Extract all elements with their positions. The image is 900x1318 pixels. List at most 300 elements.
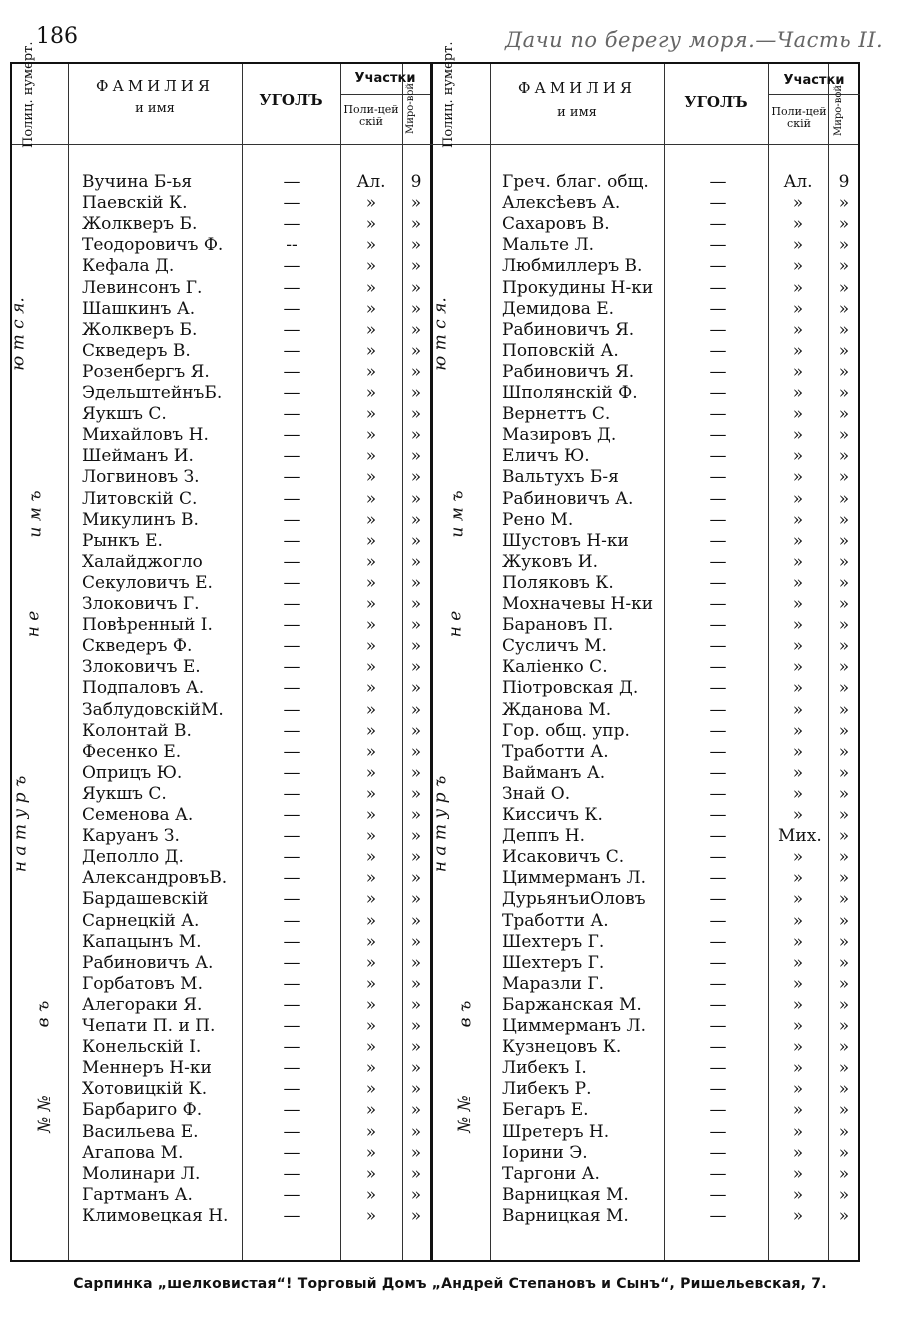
corner-value: — — [283, 910, 301, 931]
resident-name: Циммерманъ Л. — [502, 868, 647, 889]
side-letter-right: н е — [445, 610, 466, 638]
list-item — [12, 889, 860, 910]
police-district-value: » — [365, 235, 377, 256]
resident-name: Деппъ Н. — [502, 826, 585, 847]
resident-name: Колонтай В. — [82, 720, 192, 741]
corner-value: — — [709, 889, 727, 910]
peace-district-value: » — [838, 256, 850, 277]
peace-district-value: » — [410, 636, 422, 657]
peace-district-value: » — [838, 826, 850, 847]
peace-district-value: » — [410, 1205, 422, 1226]
list-item — [12, 425, 860, 446]
resident-name: Варницкая М. — [502, 1205, 629, 1226]
peace-district-value: » — [410, 256, 422, 277]
resident-name: Іорини Э. — [502, 1142, 588, 1163]
peace-district-value: » — [838, 1058, 850, 1079]
list-item — [12, 826, 860, 847]
resident-name: Литовскій С. — [82, 488, 198, 509]
resident-name: Киссичъ К. — [502, 805, 603, 825]
police-district-value: » — [365, 615, 377, 636]
peace-district-value: » — [410, 931, 422, 952]
police-district-value: » — [792, 404, 804, 425]
corner-value: — — [709, 1100, 727, 1121]
resident-name: Бардашевскій — [82, 889, 209, 910]
police-district-value: » — [365, 1205, 377, 1226]
corner-value: — — [283, 172, 301, 192]
peace-district-value: » — [410, 1184, 422, 1205]
resident-name: Яукшъ С. — [82, 783, 167, 804]
police-district-value: » — [365, 720, 377, 741]
resident-name: Паевскій К. — [82, 193, 188, 214]
peace-district-value: » — [410, 1037, 422, 1058]
police-district-value: » — [792, 425, 804, 446]
corner-value: — — [709, 594, 727, 614]
list-item — [12, 214, 860, 235]
police-district-value: » — [792, 214, 804, 235]
corner-value: — — [283, 214, 301, 235]
corner-value: — — [283, 973, 301, 994]
police-district-value: » — [792, 319, 804, 340]
peace-district-value: » — [410, 615, 422, 636]
police-district-value: » — [365, 741, 377, 762]
police-district-value: » — [792, 530, 804, 551]
police-district-value: » — [365, 298, 377, 319]
police-district-value: » — [792, 1016, 804, 1036]
corner-value: — — [709, 973, 727, 994]
peace-district-value: » — [838, 1079, 850, 1100]
peace-district-value: » — [410, 193, 422, 214]
corner-value: — — [709, 910, 727, 931]
peace-district-value: » — [410, 446, 422, 467]
list-item — [12, 256, 860, 277]
peace-district-value: » — [838, 1205, 850, 1226]
resident-name: Теодоровичъ Ф. — [82, 235, 224, 256]
corner-value: — — [709, 214, 727, 235]
resident-name: Жданова М. — [502, 699, 612, 720]
corner-value: — — [709, 720, 727, 741]
side-letter: ю т с я. — [8, 297, 29, 371]
corner-value: — — [709, 678, 727, 699]
resident-name: Вернеттъ С. — [502, 404, 611, 425]
police-district-value: » — [365, 319, 377, 340]
side-letter: № № — [34, 1095, 55, 1133]
header-police-number: Полиц. нумерт. — [21, 41, 36, 148]
resident-name: Фесенко Е. — [82, 741, 182, 762]
police-district-value: » — [365, 699, 377, 720]
police-district-value: » — [792, 720, 804, 741]
peace-district-value: » — [410, 340, 422, 361]
list-item — [12, 341, 860, 362]
resident-name: Подпаловъ А. — [82, 678, 205, 699]
corner-value: — — [283, 467, 301, 488]
corner-value: — — [283, 340, 301, 361]
resident-name: ДурьянъиОловъ — [502, 889, 646, 910]
police-district-value: » — [792, 446, 804, 467]
police-district-value: » — [792, 193, 804, 214]
corner-value: — — [283, 551, 301, 572]
peace-district-value: » — [410, 572, 422, 593]
header-corner-right: УГОЛЪ — [684, 93, 748, 111]
corner-value: — — [709, 467, 727, 488]
peace-district-value: » — [410, 1121, 422, 1142]
corner-value: — — [283, 699, 301, 720]
resident-name: Агапова М. — [82, 1142, 184, 1163]
list-item — [12, 868, 860, 889]
peace-district-value: » — [410, 805, 422, 825]
peace-district-value: » — [838, 446, 850, 467]
page-number: 186 — [36, 24, 78, 49]
corner-value: — — [283, 425, 301, 446]
corner-value: — — [283, 994, 301, 1015]
resident-name: Шустовъ Н-ки — [502, 530, 629, 551]
header-name-title-right: ФАМИЛИЯ — [518, 79, 636, 97]
police-district-value: » — [365, 1016, 377, 1036]
police-district-value: » — [365, 1037, 377, 1058]
peace-district-value: » — [838, 594, 850, 614]
resident-name: Либекъ І. — [502, 1058, 587, 1079]
police-district-value: » — [365, 509, 377, 530]
corner-value: — — [709, 530, 727, 551]
corner-value: — — [283, 615, 301, 636]
corner-value: — — [709, 172, 727, 192]
resident-name: Шашкинъ А. — [82, 298, 196, 319]
resident-name: Шполянскій Ф. — [502, 383, 638, 403]
peace-district-value: » — [410, 952, 422, 973]
resident-name: Сарнецкій А. — [82, 910, 200, 931]
peace-district-value: » — [410, 530, 422, 551]
peace-district-value: » — [838, 762, 850, 783]
corner-value: -- — [286, 235, 298, 256]
police-district-value: » — [365, 657, 377, 678]
peace-district-value: » — [410, 783, 422, 804]
side-letter-right: н а т у р ъ — [430, 775, 451, 873]
resident-name: Кефала Д. — [82, 256, 175, 277]
resident-name: Злоковичъ Е. — [82, 657, 201, 678]
resident-name: Таргони А. — [502, 1163, 600, 1184]
corner-value: — — [709, 1037, 727, 1058]
peace-district-value: » — [410, 762, 422, 783]
police-district-value: » — [792, 572, 804, 593]
resident-name: Гартманъ А. — [82, 1184, 193, 1205]
police-district-value: » — [365, 973, 377, 994]
police-district-value: » — [792, 847, 804, 868]
police-district-value: » — [792, 509, 804, 530]
list-item — [12, 193, 860, 214]
peace-district-value: » — [838, 636, 850, 657]
resident-name: Капацынъ М. — [82, 931, 202, 952]
side-letter-right: № № — [454, 1095, 475, 1133]
corner-value: — — [283, 783, 301, 804]
police-district-value: » — [792, 361, 804, 382]
police-district-value: » — [792, 910, 804, 931]
resident-name: Барбариго Ф. — [82, 1100, 203, 1121]
corner-value: — — [283, 594, 301, 614]
resident-name: Тработти А. — [502, 741, 609, 762]
peace-district-value: » — [410, 383, 422, 403]
resident-name: Конельскій І. — [82, 1037, 202, 1058]
corner-value: — — [709, 298, 727, 319]
peace-district-value: » — [410, 551, 422, 572]
police-district-value: Мих. — [778, 826, 822, 847]
list-item — [12, 446, 860, 467]
police-district-value: » — [792, 889, 804, 910]
peace-district-value: » — [410, 889, 422, 910]
corner-value: — — [709, 762, 727, 783]
police-district-value: » — [792, 1037, 804, 1058]
police-district-value: » — [792, 699, 804, 720]
resident-name: Хотовицкій К. — [82, 1079, 208, 1100]
corner-value: — — [283, 952, 301, 973]
district-rule — [768, 94, 860, 95]
resident-name: Алексѣевъ А. — [502, 193, 621, 214]
corner-value: — — [283, 889, 301, 910]
running-head: Дачи по берегу моря.—Часть II. — [505, 28, 884, 52]
police-district-value: » — [365, 361, 377, 382]
corner-value: — — [283, 446, 301, 467]
resident-name: Чепати П. и П. — [82, 1016, 216, 1036]
resident-name: Рабиновичъ А. — [502, 488, 634, 509]
peace-district-value: » — [838, 425, 850, 446]
corner-value: — — [283, 1037, 301, 1058]
peace-district-value: 9 — [410, 172, 422, 192]
side-letter: и м ъ — [25, 490, 46, 538]
police-district-value: » — [365, 1163, 377, 1184]
resident-name: Рабиновичъ Я. — [502, 319, 635, 340]
resident-name: Рынкъ Е. — [82, 530, 163, 551]
peace-district-value: » — [838, 551, 850, 572]
peace-district-value: » — [838, 657, 850, 678]
resident-name: Секуловичъ Е. — [82, 572, 213, 593]
resident-name: Любмиллеръ В. — [502, 256, 643, 277]
list-item — [12, 278, 860, 299]
peace-district-value: » — [410, 826, 422, 847]
list-item — [12, 1016, 860, 1037]
police-district-value: » — [792, 1058, 804, 1079]
resident-name: Молинари Л. — [82, 1163, 201, 1184]
list-item — [12, 657, 860, 678]
corner-value: — — [709, 1016, 727, 1036]
police-district-value: » — [792, 741, 804, 762]
police-district-value: » — [365, 277, 377, 298]
police-district-value: » — [365, 256, 377, 277]
resident-name: Левинсонъ Г. — [82, 277, 203, 298]
resident-name: Горбатовъ М. — [82, 973, 203, 994]
corner-value: — — [283, 636, 301, 657]
corner-value: — — [709, 699, 727, 720]
table-frame — [8, 41, 860, 1262]
corner-value: — — [283, 805, 301, 825]
list-item — [12, 615, 860, 636]
peace-district-value: » — [838, 973, 850, 994]
peace-district-value: » — [838, 509, 850, 530]
police-district-value: » — [365, 826, 377, 847]
corner-value: — — [283, 298, 301, 319]
peace-district-value: » — [410, 509, 422, 530]
resident-name: Скведеръ В. — [82, 340, 191, 361]
peace-district-value: » — [410, 361, 422, 382]
corner-value: — — [709, 868, 727, 889]
police-district-value: » — [365, 467, 377, 488]
corner-value: — — [283, 868, 301, 889]
header-name-sub: и имя — [135, 101, 175, 116]
resident-name: Жолкверъ Б. — [82, 319, 198, 340]
peace-district-value: » — [838, 952, 850, 973]
corner-value: — — [283, 1100, 301, 1121]
peace-district-value: » — [838, 805, 850, 825]
police-district-value: » — [792, 298, 804, 319]
corner-value: — — [709, 235, 727, 256]
corner-value: — — [283, 678, 301, 699]
corner-value: — — [283, 193, 301, 214]
police-district-value: » — [792, 1163, 804, 1184]
corner-value: — — [283, 1058, 301, 1079]
police-district-value: » — [365, 1142, 377, 1163]
police-district-value: » — [365, 1058, 377, 1079]
peace-district-value: » — [838, 847, 850, 868]
resident-name: Прокудины Н-ки — [502, 277, 654, 298]
district-rule — [340, 94, 430, 95]
corner-value: — — [283, 256, 301, 277]
peace-district-value: » — [410, 741, 422, 762]
peace-district-value: » — [410, 594, 422, 614]
police-district-value: » — [365, 889, 377, 910]
peace-district-value: » — [838, 889, 850, 910]
corner-value: — — [283, 1079, 301, 1100]
list-item — [12, 742, 860, 763]
peace-district-value: 9 — [838, 172, 850, 192]
peace-district-value: » — [838, 615, 850, 636]
police-district-value: » — [792, 678, 804, 699]
police-district-value: » — [792, 340, 804, 361]
side-letter-right: ю т с я. — [430, 297, 451, 371]
corner-value: — — [709, 1121, 727, 1142]
header-peace-district: Миро-вой — [405, 82, 416, 134]
list-item — [12, 362, 860, 383]
police-district-value: » — [792, 467, 804, 488]
resident-name: Оприцъ Ю. — [82, 762, 183, 783]
corner-value: — — [709, 509, 727, 530]
peace-district-value: » — [410, 1016, 422, 1036]
police-district-value: » — [792, 973, 804, 994]
resident-name: Знай О. — [502, 783, 571, 804]
police-district-value: » — [792, 952, 804, 973]
police-district-value: » — [792, 277, 804, 298]
corner-value: — — [283, 277, 301, 298]
corner-value: — — [283, 826, 301, 847]
list-item — [12, 489, 860, 510]
resident-name: Рабиновичъ Я. — [502, 361, 635, 382]
resident-name: Алегораки Я. — [82, 994, 203, 1015]
peace-district-value: » — [838, 193, 850, 214]
police-district-value: » — [792, 1184, 804, 1205]
police-district-value: » — [365, 805, 377, 825]
corner-value: — — [283, 1205, 301, 1226]
resident-name: Вальтухъ Б-я — [502, 467, 619, 488]
resident-name: Михайловъ Н. — [82, 425, 209, 446]
peace-district-value: » — [838, 1037, 850, 1058]
corner-value: — — [283, 530, 301, 551]
list-item — [12, 700, 860, 721]
resident-name: Каліенко С. — [502, 657, 608, 678]
resident-name: Жолкверъ Б. — [82, 214, 198, 235]
police-district-value: » — [365, 868, 377, 889]
resident-name: Варницкая М. — [502, 1184, 629, 1205]
police-district-value: » — [792, 783, 804, 804]
resident-name: Рено М. — [502, 509, 574, 530]
resident-name: Піотровская Д. — [502, 678, 639, 699]
police-district-value: » — [792, 1142, 804, 1163]
header-rule — [12, 144, 858, 145]
corner-value: — — [283, 404, 301, 425]
list-item — [12, 805, 860, 826]
police-district-value: » — [792, 256, 804, 277]
resident-name: ЭдельштейнъБ. — [82, 383, 223, 403]
corner-value: — — [283, 361, 301, 382]
side-letter-right: и м ъ — [447, 490, 468, 538]
corner-value: — — [283, 1016, 301, 1036]
police-district-value: » — [792, 1121, 804, 1142]
peace-district-value: » — [838, 868, 850, 889]
resident-name: Логвиновъ З. — [82, 467, 200, 488]
police-district-value: » — [792, 551, 804, 572]
resident-name: Шехтеръ Г. — [502, 931, 605, 952]
list-item — [12, 974, 860, 995]
resident-name: Баржанская М. — [502, 994, 642, 1015]
resident-name: Мазировъ Д. — [502, 425, 617, 446]
side-letter: н е — [23, 610, 44, 638]
corner-value: — — [709, 551, 727, 572]
peace-district-value: » — [838, 1184, 850, 1205]
police-district-value: » — [365, 783, 377, 804]
list-item — [12, 784, 860, 805]
list-item — [12, 235, 860, 256]
list-item — [12, 847, 860, 868]
police-district-value: » — [792, 636, 804, 657]
corner-value: — — [709, 1058, 727, 1079]
resident-name: Скведеръ Ф. — [82, 636, 193, 657]
peace-district-value: » — [410, 425, 422, 446]
peace-district-value: » — [838, 1016, 850, 1036]
peace-district-value: » — [838, 931, 850, 952]
header-districts-right: Участки — [783, 73, 845, 88]
police-district-value: » — [365, 1121, 377, 1142]
peace-district-value: » — [410, 277, 422, 298]
resident-name: Тработти А. — [502, 910, 609, 931]
corner-value: — — [283, 509, 301, 530]
header-police-number-right: Полиц. нумерт. — [441, 41, 456, 148]
header-police-district: Поли-цейскій — [343, 103, 399, 129]
resident-name: Халайджогло — [82, 551, 203, 572]
list-item — [12, 1058, 860, 1079]
header-districts: Участки — [354, 71, 416, 86]
police-district-value: » — [365, 952, 377, 973]
corner-value: — — [709, 994, 727, 1015]
police-district-value: » — [792, 383, 804, 403]
police-district-value: » — [365, 572, 377, 593]
corner-value: — — [283, 931, 301, 952]
resident-name: Меннеръ Н-ки — [82, 1058, 212, 1079]
peace-district-value: » — [410, 1058, 422, 1079]
peace-district-value: » — [410, 994, 422, 1015]
peace-district-value: » — [410, 1142, 422, 1163]
list-item — [12, 383, 860, 404]
list-item — [12, 1037, 860, 1058]
corner-value: — — [709, 193, 727, 214]
corner-value: — — [709, 931, 727, 952]
peace-district-value: » — [838, 214, 850, 235]
resident-name: Демидова Е. — [502, 298, 615, 319]
corner-value: — — [709, 572, 727, 593]
